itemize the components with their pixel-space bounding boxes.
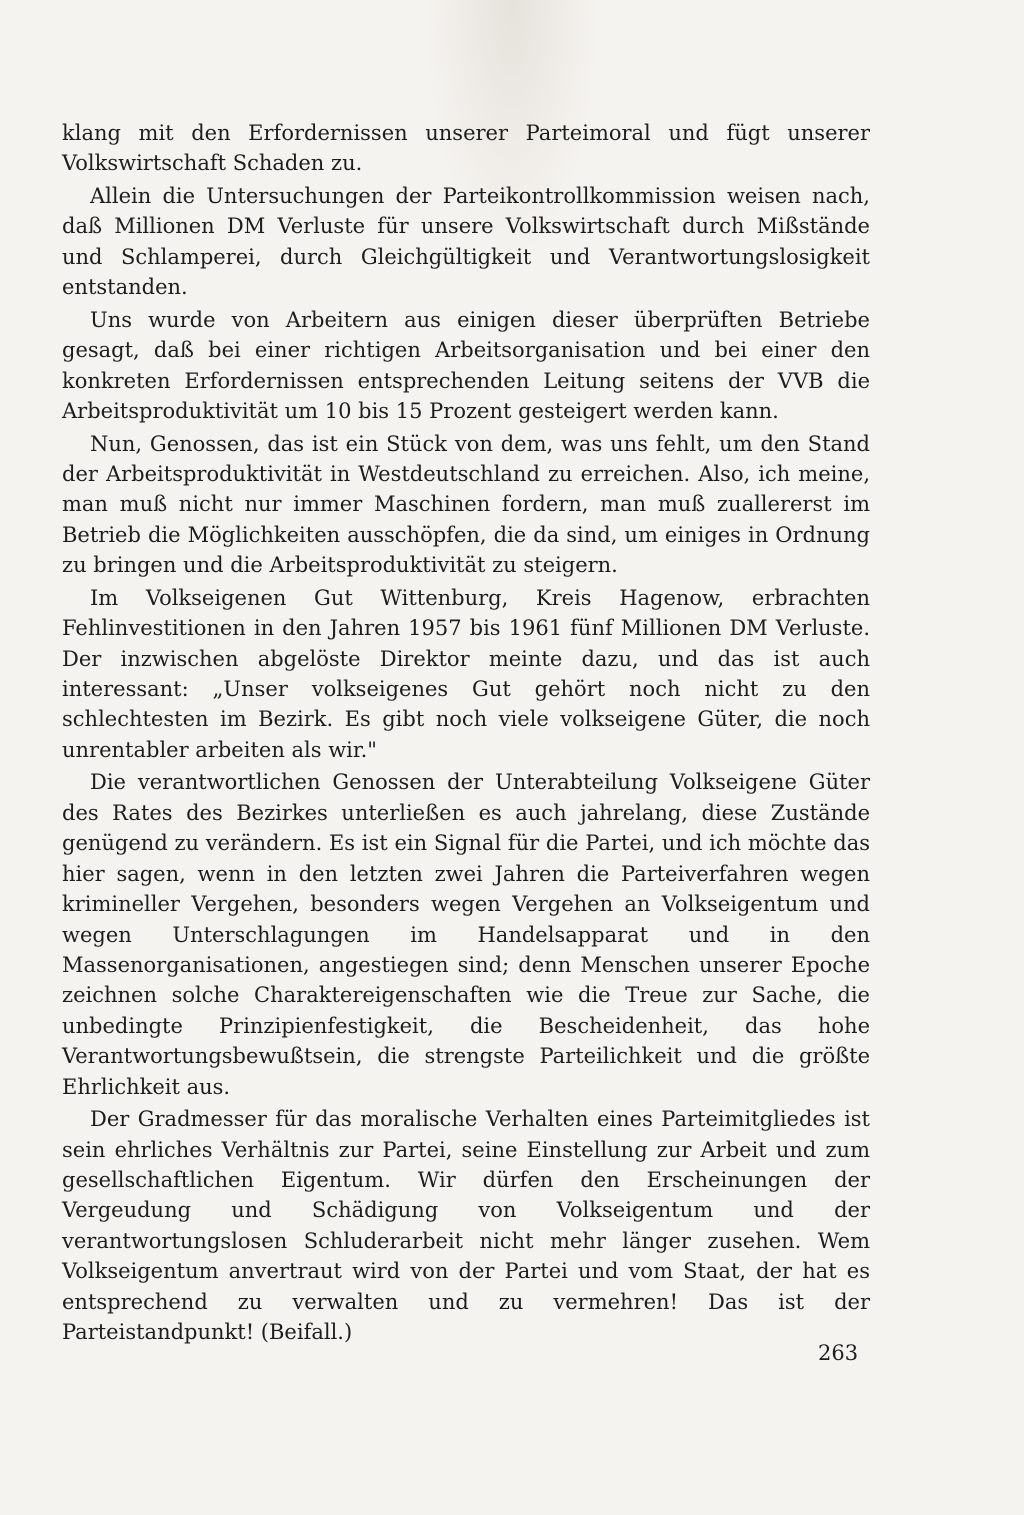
paragraph-3: Uns wurde von Arbeitern aus einigen dieser überprüften Betriebe gesagt, daß bei einer richtigen Arbeitsorganisation und bei einer den konkreten Erfordernissen entsprechenden Leitung seitens der VVB die Arbeitsproduktivität um 10 bis 15 Prozent gesteigert werden kann.: [62, 307, 870, 424]
paragraph-4: Nun, Genossen, das ist ein Stück von dem, was uns fehlt, um den Stand der Arbeitsproduktivität in Westdeutschland zu erreichen. Also, ich meine, man muß nicht nur immer Maschinen fordern, man muß zuallererst im Betrieb die Möglichkeiten ausschöpfen, die da sind, um einiges in Ordnung zu bringen und die Arbeitsproduktivität zu steigern.: [62, 431, 870, 578]
paragraph-7: Der Gradmesser für das moralische Verhalten eines Parteimitgliedes ist sein ehrliches Verhältnis zur Partei, seine Einstellung zur Arbeit und zum gesellschaftlichen Eigentum. Wir dürfen den Erscheinungen der Vergeudung und Schädigung von Volkseigentum und der verantwortungslosen Schluderarbeit nicht mehr länger zusehen. Wem Volkseigentum anvertraut wird von der Partei und vom Staat, der hat es entsprechend zu verwalten und zu vermehren! Das ist der Parteistandpunkt! (Beifall.): [62, 1107, 870, 1344]
paragraph-2: Allein die Untersuchungen der Parteikontrollkommission weisen nach, daß Millionen DM Verluste für unsere Volkswirtschaft durch Mißstände und Schlamperei, durch Gleichgültigkeit und Verantwortungslosigkeit entstanden.: [62, 184, 870, 300]
paragraph-1: klang mit den Erfordernissen unserer Parteimoral und fügt unserer Volkswirtschaft Schaden zu.: [62, 121, 870, 176]
paragraph-6: Die verantwortlichen Genossen der Unterabteilung Volkseigene Güter des Rates des Bezirkes unterließen es auch jahrelang, diese Zustände genügend zu verändern. Es ist ein Signal für die Partei, und ich möchte das hier sagen, wenn in den letzten zwei Jahren die Parteiverfahren wegen krimineller Vergehen, besonders wegen Vergehen an Volkseigentum und wegen Unterschlagungen im Handelsapparat und in den Massenorganisationen, angestiegen sind; denn Menschen unserer Epoche zeichnen solche Charaktereigenschaften wie die Treue zur Sache, die unbedingte Prinzipienfestigkeit, die Bescheidenheit, das hohe Verantwortungsbewußtsein, die strengste Parteilichkeit und die größte Ehrlichkeit aus.: [62, 770, 870, 1099]
page-number: 263: [818, 1341, 859, 1365]
paragraph-5: Im Volkseigenen Gut Wittenburg, Kreis Hagenow, erbrachten Fehlinvestitionen in den Jahren 1957 bis 1961 fünf Millionen DM Verluste. Der inzwischen abgelöste Direktor meinte dazu, und das ist auch interessant: „Unser volkseigenes Gut gehört noch nicht zu den schlechtesten im Bezirk. Es gibt noch viele volkseigene Güter, die noch unrentabler arbeiten als wir.": [62, 585, 870, 762]
body-text: [62, 118, 870, 1350]
